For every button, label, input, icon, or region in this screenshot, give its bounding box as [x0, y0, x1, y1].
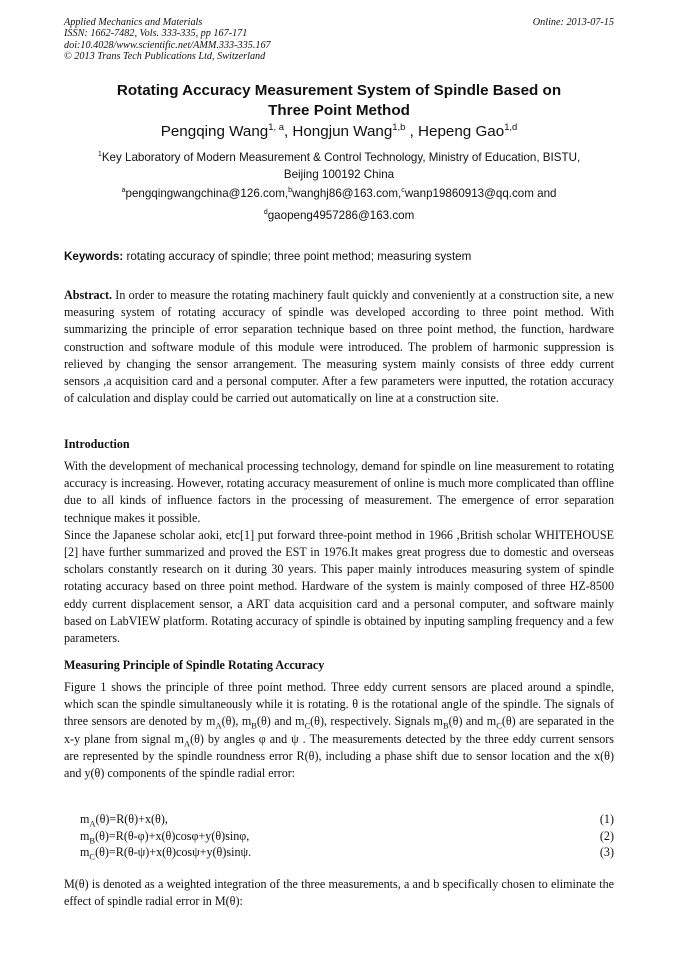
equation-rhs: (θ)=R(θ)+x(θ), [95, 812, 168, 826]
email-sup: d [263, 206, 268, 216]
affiliation-line-1: Key Laboratory of Modern Measurement & Control Technology, Ministry of Education, BISTU, [101, 151, 581, 164]
email-link: gaopeng4957286@163.com [267, 208, 415, 222]
equation-row [80, 828, 614, 845]
text-run: Figure 1 shows the principle of three point method. Three eddy current sensors are placed around a spindle, which scan the spindle simultaneously while it is rotating. θ is the rotational angle of the spindle. The signals of three sensors are denoted by m [64, 680, 614, 729]
email-sup: a [121, 185, 126, 195]
section-heading-principle: Measuring Principle of Spindle Rotating Accuracy [64, 658, 325, 672]
copyright-line: © 2013 Trans Tech Publications Ltd, Switzerland [64, 51, 266, 63]
email-link: wanp19860913@qq.com and [404, 187, 557, 200]
principle-closing-paragraph: M(θ) is denoted as a weighted integration of the three measurements, a and b specifically chosen to eliminate the effect of spindle radial error in M(θ): [64, 877, 614, 909]
intro-paragraph-1: With the development of mechanical processing technology, demand for spindle on line measurement to rotating accuracy is increasing. However, rotating accuracy measurement of online is much more complicated than offline due to all kinds of influence factors in the processing of measurement. The emergence of error separation technique makes it possible. [64, 459, 615, 525]
principle-paragraph [64, 679, 614, 782]
affiliation-sup: 1 [97, 149, 102, 159]
subscript: C [304, 720, 311, 731]
email-list [60, 183, 618, 226]
subscript: C [496, 720, 502, 731]
equation-m: m [80, 828, 90, 843]
equation-row [80, 811, 614, 828]
online-date: Online: 2013-07-15 [532, 17, 614, 28]
equation-rhs: (θ)=R(θ-ψ)+x(θ)cosψ+y(θ)sinψ. [95, 845, 252, 859]
author-name: Hepeng Gao [418, 123, 505, 140]
email-link: pengqingwangchina@126.com, [125, 187, 289, 200]
affiliation-line-2: Beijing 100192 China [283, 168, 395, 181]
paper-title [60, 81, 618, 121]
author-name: Hongjun Wang [292, 123, 393, 140]
doi-line: doi:10.4028/www.scientific.net/AMM.333-335.167 [64, 39, 271, 51]
text-run: (θ) and m [256, 714, 305, 729]
text-run: (θ) by angles φ and ψ . The measurements detected by the three eddy current sensors are represented by the spindle roundness error R(θ), including a phase shift due to sensor location and the x(θ) and y(θ) components of the spindle radial error: [64, 731, 614, 781]
subscript: B [251, 720, 257, 731]
text-run: (θ) and m [448, 714, 497, 729]
abstract [64, 287, 614, 407]
author-sup: 1,b [392, 120, 406, 132]
title-line-2: Three Point Method [268, 102, 410, 119]
keywords-label: Keywords: [64, 250, 124, 263]
author-list: Pengqing Wang$^{1, a}$, Hongjun Wang$^{1,b}$ , Hepeng Gao$^{1,d}$ [160, 120, 518, 140]
keywords [64, 249, 614, 265]
equation-sub: A [89, 818, 96, 829]
author-name: Pengqing Wang [160, 123, 269, 140]
introduction-body [64, 458, 614, 647]
abstract-label: Abstract. [64, 288, 113, 302]
email-sup: c [401, 185, 405, 195]
affiliation [60, 149, 618, 183]
equation-sub: B [89, 834, 96, 845]
journal-header [64, 17, 614, 63]
equation-block [80, 811, 614, 861]
abstract-text: In order to measure the rotating machinery fault quickly and conveniently at a construction site, a new measuring system of rotating accuracy of spindle was developed according to three point method. With summarizing the principle of error separation technique based on three point method, the function, hardware construction and software module of this module were introduced. The problem of harmonic suppression is relieved by changing the sensor arrangement. The measuring system mainly consists of three eddy current sensors ,a acquisition card and a personal computer. After a few parameters were inputted, the rotation accuracy of calculation and display could be carried out automatically on line at a construction site. [64, 288, 614, 406]
equation-rhs: (θ)=R(θ-φ)+x(θ)cosφ+y(θ)sinφ, [95, 828, 250, 843]
intro-paragraph-2: Since the Japanese scholar aoki, etc[1] put forward three-point method in 1966 ,British scholar WHITEHOUSE [2] have further summarized and proved the EST in 1976.It makes great progress due to domestic and overseas scholars constantly research on it during 30 years. This paper mainly introduces measuring system of spindle rotating accuracy based on three point method. Hardware of the system is mainly composed of three HZ-8500 eddy current displacement sensor, a ART data acquisition card and a personal computer, and software mainly based on LabVIEW platform. Rotating accuracy of spindle is obtained by inputing sampling frequency and a few parameters. [64, 527, 614, 646]
email-link: wanghj86@163.com, [292, 187, 402, 200]
subscript: B [442, 720, 449, 731]
equation-number: (1) [599, 812, 614, 826]
keywords-text: rotating accuracy of spindle; three point method; measuring system [123, 250, 472, 263]
subscript: A [183, 738, 191, 749]
equation-sub: C [89, 851, 96, 862]
subscript: A [215, 720, 222, 731]
issn-line: ISSN: 1662-7482, Vols. 333-335, pp 167-171 [64, 28, 248, 40]
section-heading-introduction: Introduction [64, 437, 130, 451]
equation-number: (2) [599, 828, 614, 843]
author-sup: 1, a [268, 120, 284, 132]
text-run: (θ), respectively. Signals m [310, 714, 443, 729]
equation-number: (3) [599, 845, 614, 859]
text-run: (θ) are separated in the x-y plane from signal m [64, 714, 614, 746]
email-sup: b [288, 185, 293, 195]
journal-name: Applied Mechanics and Materials [64, 17, 203, 28]
equation-row [80, 844, 614, 861]
title-line-1: Rotating Accuracy Measurement System of Spindle Based on [116, 82, 562, 99]
author-sup: 1,d [504, 120, 518, 132]
equation-m: m [80, 845, 90, 859]
text-run: (θ), m [221, 714, 252, 729]
equation-m: m [80, 812, 90, 826]
